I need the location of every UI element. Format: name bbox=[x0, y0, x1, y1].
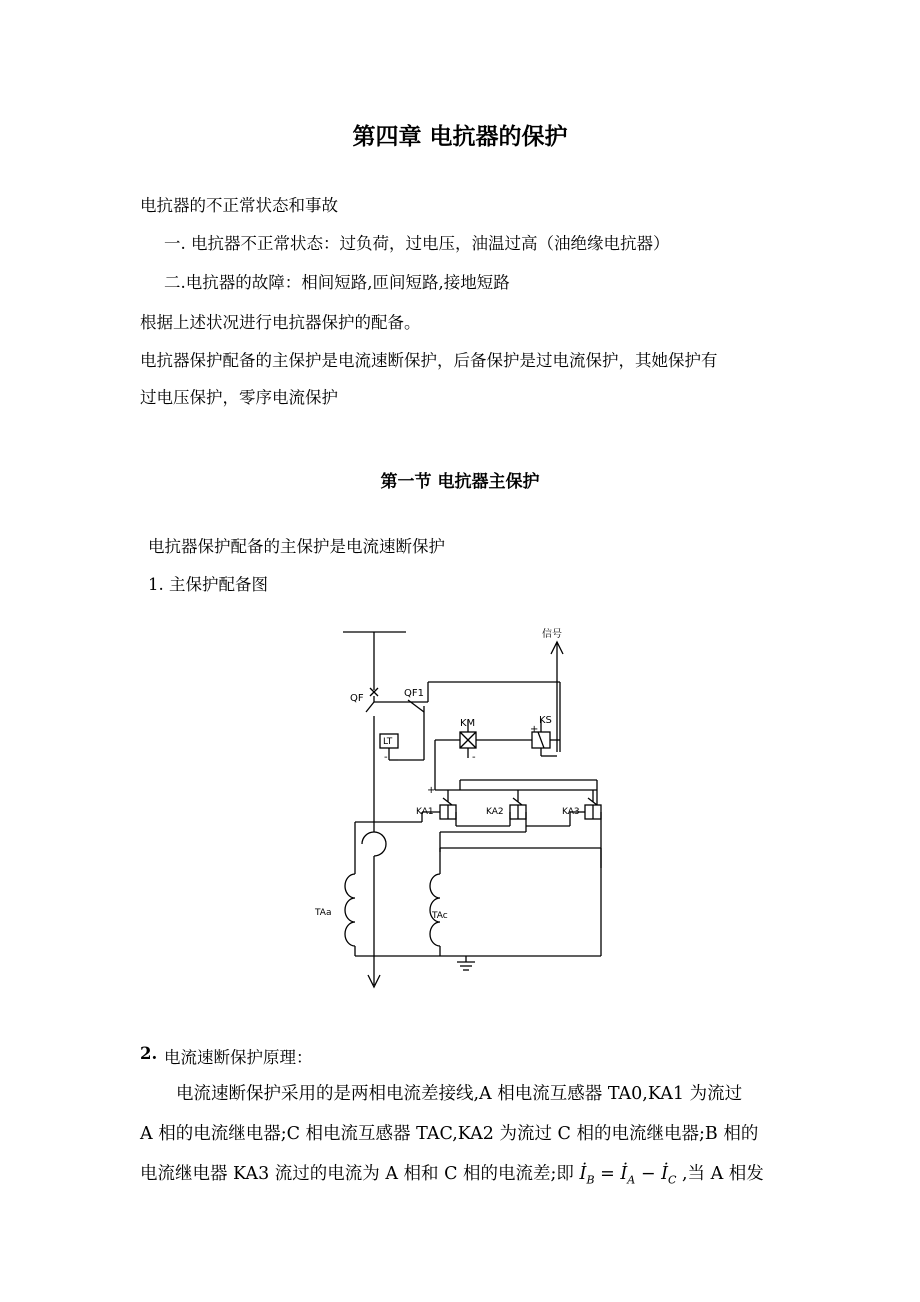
principle-line1: 电流速断保护采用的是两相电流差接线,A 相电流互感器 TA0,KA1 为流过 bbox=[176, 1084, 743, 1104]
signal-label: 信号 bbox=[542, 629, 562, 640]
qf-label: QF bbox=[350, 693, 364, 704]
ka1-label: KA1 bbox=[416, 807, 434, 817]
km-label: KM bbox=[460, 718, 476, 729]
km-minus-sign: - bbox=[472, 752, 476, 763]
diagram-caption: 1. 主保护配备图 bbox=[148, 575, 268, 594]
chapter-title: 第四章 电抗器的保护 bbox=[352, 124, 568, 150]
principle-line3 bbox=[140, 1160, 764, 1187]
principle-line3-text: 电流继电器 KA3 流过的电流为 A 相和 C 相的电流差;即 bbox=[140, 1164, 574, 1184]
config-sentence: 根据上述状况进行电抗器保护的配备。 bbox=[140, 313, 421, 332]
qf1-label: QF1 bbox=[404, 688, 424, 699]
lt-minus-sign: - bbox=[384, 752, 388, 763]
section-title: 第一节 电抗器主保护 bbox=[380, 472, 540, 492]
lt-label: LT bbox=[383, 737, 393, 747]
principle-title: 电流速断保护原理： bbox=[164, 1048, 313, 1067]
intro-heading: 电抗器的不正常状态和事故 bbox=[140, 196, 338, 215]
protection-summary-line1: 电抗器保护配备的主保护是电流速断保护，后备保护是过电流保护，其她保护有 bbox=[140, 351, 718, 370]
principle-line3-tail: ,当 A 相发 bbox=[681, 1164, 764, 1184]
principle-number: 2. bbox=[140, 1044, 158, 1063]
current-difference-equation: $İ_B$ = $İ_A$ − $İ_C$ bbox=[579, 1164, 677, 1187]
ks-plus-sign: + bbox=[530, 724, 539, 735]
taa-label: TAa bbox=[315, 908, 332, 918]
principle-line2: A 相的电流继电器;C 相电流互感器 TAC,KA2 为流过 C 相的电流继电器;B 相的 bbox=[140, 1124, 759, 1144]
tac-label: TAc bbox=[432, 911, 448, 921]
section-lead: 电抗器保护配备的主保护是电流速断保护 bbox=[148, 537, 445, 556]
faults-item: 二.电抗器的故障：相间短路,匝间短路,接地短路 bbox=[164, 273, 510, 292]
ka3-label: KA3 bbox=[562, 807, 580, 817]
protection-circuit-diagram bbox=[300, 620, 640, 1000]
protection-summary-line2: 过电压保护，零序电流保护 bbox=[140, 388, 338, 407]
ka2-label: KA2 bbox=[486, 807, 504, 817]
ks-label: KS bbox=[539, 715, 552, 726]
abnormal-states-item: 一. 电抗器不正常状态：过负荷，过电压，油温过高（油绝缘电抗器） bbox=[164, 234, 670, 253]
bus-plus-sign: + bbox=[427, 785, 436, 796]
